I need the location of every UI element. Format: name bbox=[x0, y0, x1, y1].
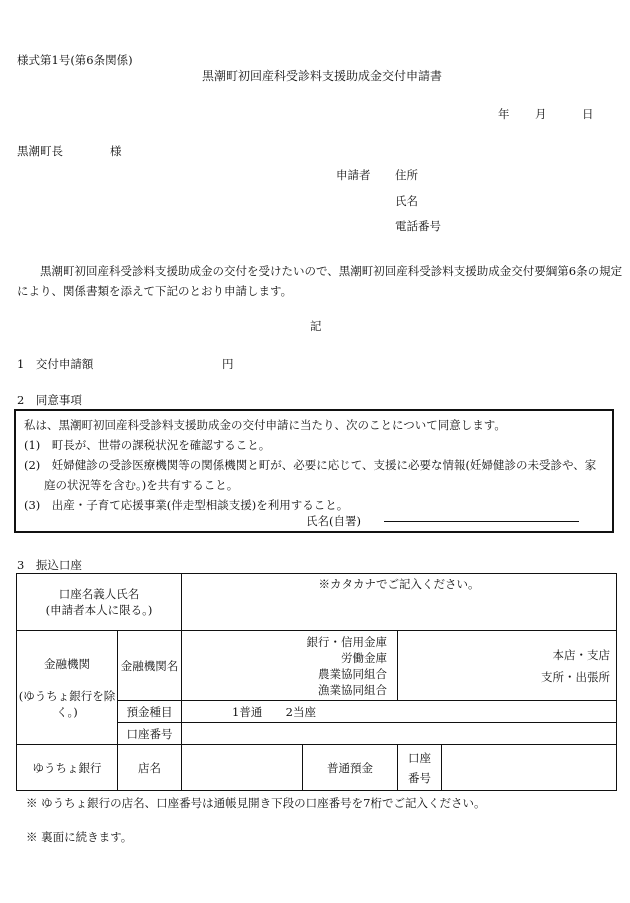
deposit-type-options[interactable] bbox=[182, 701, 617, 723]
section1-label: 1 交付申請額 bbox=[17, 357, 94, 371]
holder-note: (申請者本人に限る。) bbox=[45, 603, 153, 617]
institution-label-cell bbox=[17, 631, 118, 745]
institution-name-input[interactable] bbox=[182, 631, 398, 701]
agreement-intro: 私は、黒潮町初回産科受診料支援助成金の交付申請に当たり、次のことについて同意します。 bbox=[24, 418, 506, 432]
applicant-address-label: 住所 bbox=[395, 168, 418, 182]
institution-note-1: (ゆうちょ銀行を除 bbox=[18, 688, 116, 703]
yucho-account-label bbox=[398, 745, 442, 791]
note-continue: ※ 裏面に続きます。 bbox=[26, 830, 133, 844]
bank-type-1: 銀行・信用金庫 bbox=[306, 634, 388, 649]
body-paragraph bbox=[17, 261, 623, 301]
yucho-account-label-1: 口座 bbox=[408, 750, 432, 765]
note-yucho: ※ ゆうちょ銀行の店名、口座番号は通帳見開き下段の口座番号を7桁でご記入ください。 bbox=[26, 796, 486, 810]
section2-label: 2 同意事項 bbox=[17, 393, 82, 407]
yucho-label: ゆうちょ銀行 bbox=[17, 745, 118, 791]
ki-heading: 記 bbox=[310, 319, 322, 333]
bank-type-2: 労働金庫 bbox=[341, 650, 388, 665]
account-table bbox=[16, 573, 617, 791]
holder-name-input[interactable] bbox=[182, 574, 617, 631]
applicant-label: 申請者 bbox=[336, 168, 371, 182]
bank-type-4: 漁業協同組合 bbox=[318, 682, 388, 697]
date-year-label: 年 bbox=[498, 107, 510, 121]
date-month-label: 月 bbox=[535, 107, 547, 121]
signature-label: 氏名(自署) bbox=[306, 514, 361, 528]
institution-label: 金融機関 bbox=[44, 656, 90, 671]
body-line-1: 黒潮町初回産科受診料支援助成金の交付を受けたいので、黒潮町初回産科受診料支援助成金交付要綱第6条の規定 bbox=[40, 264, 623, 278]
bank-type-3: 農業協同組合 bbox=[318, 666, 388, 681]
agreement-item-3: (3) 出産・子育て応援事業(伴走型相談支援)を利用すること。 bbox=[24, 498, 349, 512]
institution-name-label: 金融機関名 bbox=[118, 631, 182, 701]
date-day-label: 日 bbox=[582, 107, 594, 121]
applicant-phone-label: 電話番号 bbox=[395, 219, 441, 233]
agreement-item-2-cont: 庭の状況等を含む。)を共有すること。 bbox=[44, 478, 239, 492]
body-line-2: により、関係書類を添えて下記のとおり申請します。 bbox=[17, 284, 293, 298]
holder-label: 口座名義人氏名 bbox=[58, 587, 140, 601]
ordinary-deposit-label: 普通預金 bbox=[303, 745, 398, 791]
section3-label: 3 振込口座 bbox=[17, 558, 82, 572]
branch-input[interactable] bbox=[398, 631, 617, 701]
account-number-label: 口座番号 bbox=[118, 723, 182, 745]
yucho-account-input[interactable] bbox=[442, 745, 617, 791]
branch-type-2: 支所・出張所 bbox=[541, 669, 611, 684]
kana-note: ※カタカナでご記入ください。 bbox=[318, 577, 480, 591]
agreement-box bbox=[14, 409, 614, 533]
signature-line[interactable] bbox=[384, 521, 579, 522]
addressee-name: 黒潮町長 bbox=[17, 144, 63, 158]
deposit-option-current[interactable]: 2当座 bbox=[285, 704, 316, 719]
account-number-input[interactable] bbox=[182, 723, 617, 745]
deposit-type-label: 預金種目 bbox=[118, 701, 182, 723]
branch-type-1: 本店・支店 bbox=[552, 647, 611, 662]
form-title: 黒潮町初回産科受診料支援助成金交付申請書 bbox=[202, 69, 443, 83]
agreement-item-2: (2) 妊婦健診の受診医療機関等の関係機関と町が、必要に応じて、支援に必要な情報(妊婦健診の未受診や、家 bbox=[24, 458, 597, 472]
addressee-honorific: 様 bbox=[110, 144, 122, 158]
yucho-account-label-2: 番号 bbox=[408, 770, 432, 785]
institution-note-2: く。) bbox=[56, 704, 78, 719]
holder-label-cell bbox=[17, 574, 182, 631]
applicant-name-label: 氏名 bbox=[395, 194, 418, 208]
store-name-input[interactable] bbox=[182, 745, 303, 791]
store-name-label: 店名 bbox=[118, 745, 182, 791]
section1-unit: 円 bbox=[222, 357, 234, 371]
agreement-item-1: (1) 町長が、世帯の課税状況を確認すること。 bbox=[24, 438, 271, 452]
deposit-option-ordinary[interactable]: 1普通 bbox=[232, 704, 263, 719]
form-number: 様式第1号(第6条関係) bbox=[17, 53, 133, 67]
